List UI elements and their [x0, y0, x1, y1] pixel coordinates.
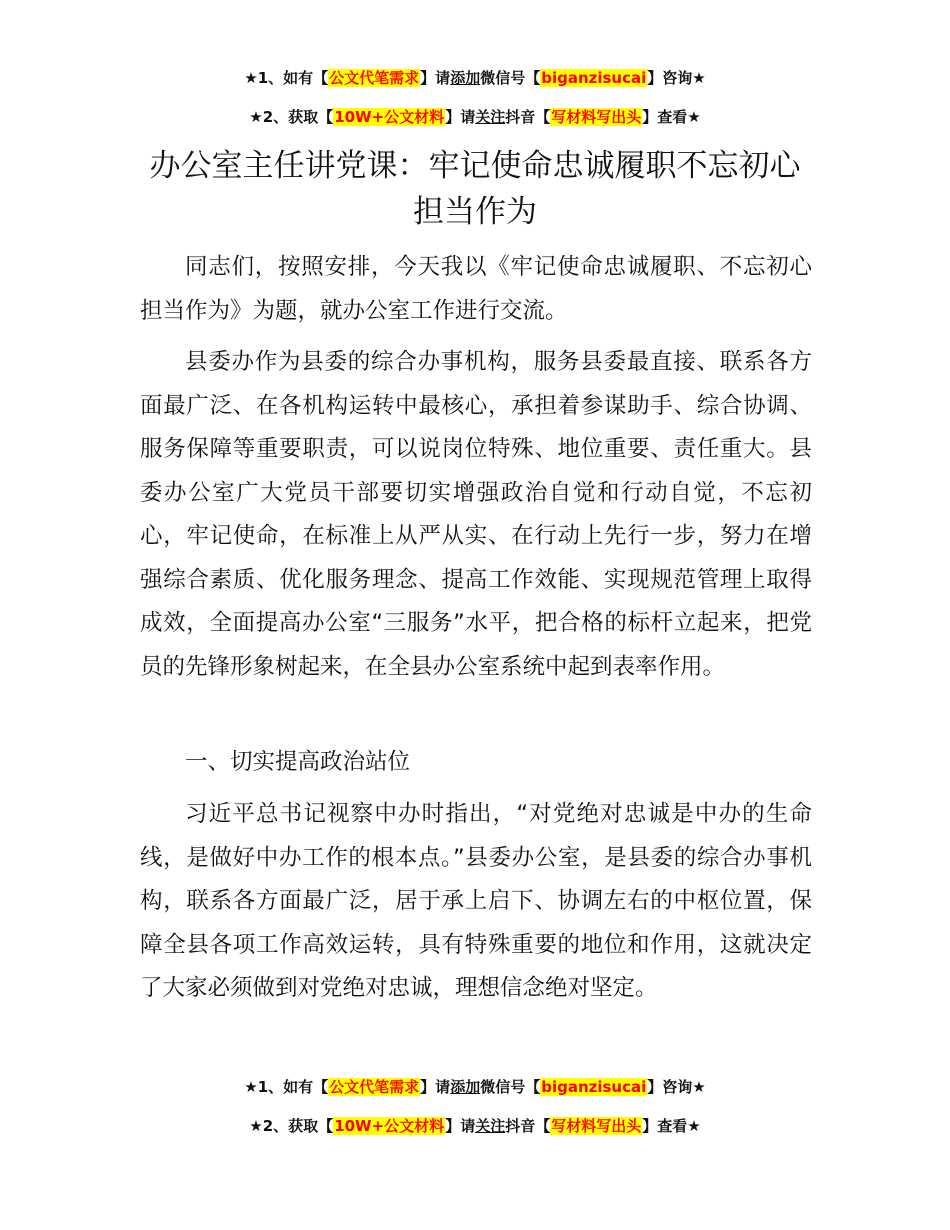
top-banner-line-2	[0, 106, 950, 128]
banner-prefix: ★1、如有【	[244, 1078, 329, 1096]
banner-text: 】请	[445, 1117, 476, 1135]
banner-prefix: ★2、获取【	[249, 1117, 334, 1135]
banner-text: 微信号【	[480, 69, 541, 87]
paragraph-role: 县委办作为县委的综合办事机构，服务县委最直接、联系各方面最广泛、在各机构运转中最核心，承担着参谋助手、综合协调、服务保障等重要职责，可以说岗位特殊、地位重要、责任重大。县委办公室广大党员干部要切实增强政治自觉和行动自觉，不忘初心，牢记使命，在标准上从严从实、在行动上先行一步，努力在增强综合素质、优化服务理念、提高工作效能、实现规范管理上取得成效，全面提高办公室“三服务”水平，把合格的标杆立起来，把党员的先锋形象树起来，在全县办公室系统中起到表率作用。	[140, 349, 812, 680]
banner-underline: 关注	[475, 1117, 506, 1135]
paragraph-political: 习近平总书记视察中办时指出，“对党绝对忠诚是中办的生命线，是做好中办工作的根本点。”县委办公室，是县委的综合办事机构，联系各方面最广泛，居于承上启下、协调左右的中枢位置，保障全县各项工作高效运转，具有特殊重要的地位和作用，这就决定了大家必须做到对党绝对忠诚，理想信念绝对坚定。	[140, 801, 812, 1001]
banner-underline: 添加	[450, 69, 481, 87]
banner-highlight: 公文代笔需求	[329, 1078, 420, 1096]
banner-highlight: biganzisucai	[541, 69, 647, 87]
banner-highlight: 10W+公文材料	[334, 108, 445, 126]
bottom-banner-line-1	[0, 1076, 950, 1098]
banner-suffix: 】查看★	[642, 108, 701, 126]
banner-underline: 添加	[450, 1078, 481, 1096]
banner-text: 抖音【	[505, 108, 551, 126]
banner-text: 抖音【	[505, 1117, 551, 1135]
banner-suffix: 】查看★	[642, 1117, 701, 1135]
banner-highlight: 写材料写出头	[551, 1117, 642, 1135]
document-title: 办公室主任讲党课：牢记使命忠诚履职不忘初心担当作为	[149, 148, 801, 230]
section-heading: 一、切实提高政治站位	[185, 749, 411, 775]
banner-prefix: ★1、如有【	[244, 69, 329, 87]
banner-suffix: 】咨询★	[647, 1078, 706, 1096]
banner-text: 微信号【	[480, 1078, 541, 1096]
banner-text: 】请	[420, 69, 451, 87]
banner-highlight: biganzisucai	[541, 1078, 647, 1096]
bottom-banner-line-2	[0, 1115, 950, 1137]
banner-highlight: 10W+公文材料	[334, 1117, 445, 1135]
top-banner-line-1	[0, 67, 950, 89]
banner-highlight: 写材料写出头	[551, 108, 642, 126]
banner-prefix: ★2、获取【	[249, 108, 334, 126]
banner-suffix: 】咨询★	[647, 69, 706, 87]
banner-text: 】请	[445, 108, 476, 126]
banner-underline: 关注	[475, 108, 506, 126]
banner-text: 】请	[420, 1078, 451, 1096]
banner-highlight: 公文代笔需求	[329, 69, 420, 87]
paragraph-intro: 同志们，按照安排，今天我以《牢记使命忠诚履职、不忘初心担当作为》为题，就办公室工作进行交流。	[140, 254, 812, 324]
